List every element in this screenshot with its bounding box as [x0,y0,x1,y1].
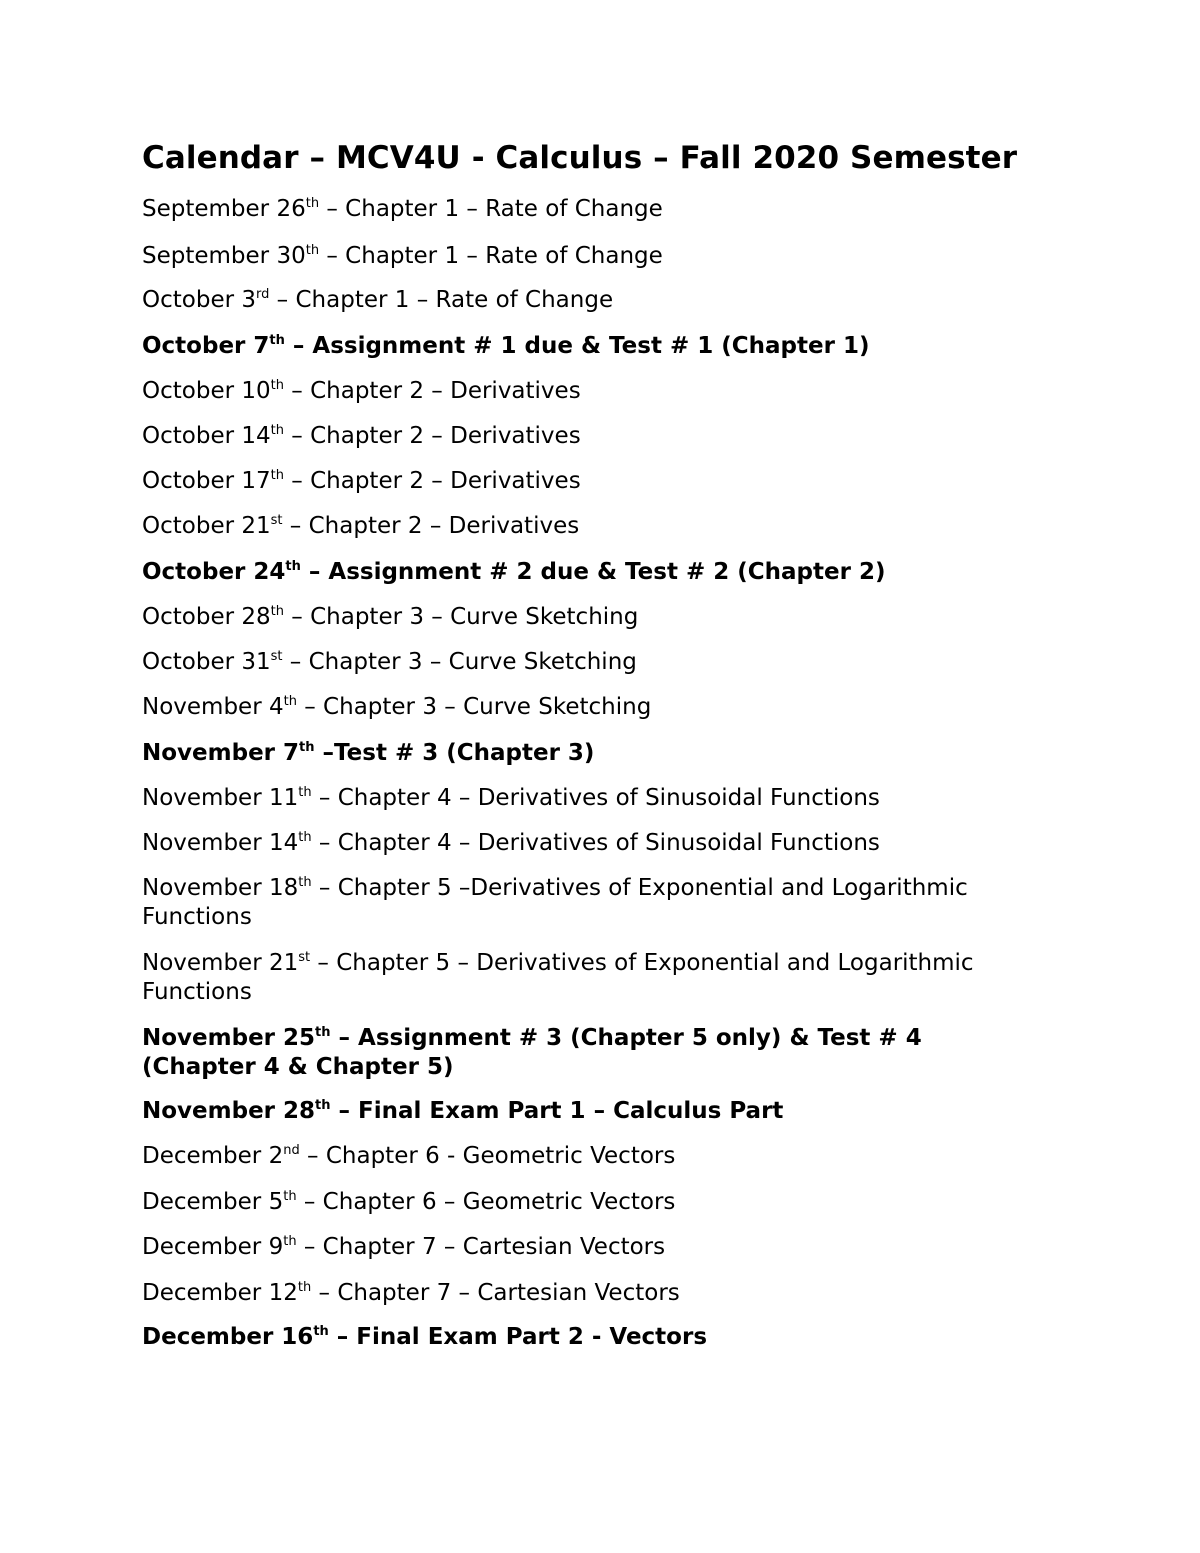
entry-date: November 28 [142,1098,316,1124]
entry-text: –Test # 3 (Chapter 3) [314,740,595,766]
entry-text: – Chapter 7 – Cartesian Vectors [296,1234,666,1260]
entry-date: September 26 [142,196,306,222]
entry-text: – Chapter 6 - Geometric Vectors [299,1143,676,1169]
calendar-entry [142,1279,1022,1308]
entry-date: October 28 [142,604,271,630]
date-suffix: th [269,333,285,348]
calendar-entry [142,512,1022,541]
entry-date: November 21 [142,950,299,976]
entry-date: October 31 [142,649,271,675]
date-suffix: st [270,649,283,664]
entry-date: November 11 [142,785,299,811]
entry-date: November 18 [142,875,299,901]
calendar-entry [142,1188,1022,1217]
entry-text: – Chapter 1 – Rate of Change [319,196,663,222]
entry-date: December 5 [142,1189,284,1215]
date-suffix: st [270,513,283,528]
entry-text: – Final Exam Part 1 – Calculus Part [330,1098,784,1124]
date-suffix: th [298,785,312,800]
entry-date: November 25 [142,1025,316,1051]
entry-text: – Chapter 4 – Derivatives of Sinusoidal Functions [311,785,880,811]
entry-text: – Chapter 2 – Derivatives [282,513,580,539]
date-suffix: th [270,468,284,483]
calendar-entry [142,648,1022,677]
date-suffix: th [283,694,297,709]
date-suffix: th [305,243,320,258]
date-suffix: th [270,423,284,438]
entry-text: – Chapter 3 – Curve Sketching [283,604,639,630]
entry-text: – Final Exam Part 2 - Vectors [328,1324,708,1350]
entry-date: November 7 [142,740,300,766]
calendar-entry [142,603,1022,632]
calendar-entry [142,422,1022,451]
calendar-entry [142,784,1022,813]
calendar-entry-milestone [142,332,1022,361]
calendar-entry [142,377,1022,406]
date-suffix: th [283,1189,297,1204]
calendar-entry [142,874,1022,932]
calendar-entry-milestone [142,1323,1022,1352]
entry-text: – Assignment # 2 due & Test # 2 (Chapter 2) [300,559,886,585]
entry-text: – Chapter 7 – Cartesian Vectors [311,1280,680,1306]
date-suffix: th [270,378,284,393]
entry-date: October 21 [142,513,271,539]
calendar-entry-milestone [142,1024,1022,1082]
entry-text: – Chapter 2 – Derivatives [283,468,581,494]
date-suffix: th [270,604,284,619]
entry-date: October 10 [142,378,271,404]
date-suffix: th [285,559,301,574]
entry-date: November 4 [142,694,284,720]
date-suffix: nd [283,1143,300,1158]
entry-text: – Chapter 1 – Rate of Change [269,287,614,313]
calendar-entry-milestone [142,739,1022,768]
entry-date: December 12 [142,1280,298,1306]
calendar-entry-milestone [142,1097,1022,1126]
entry-date: November 14 [142,830,299,856]
entry-date: December 2 [142,1143,284,1169]
date-suffix: th [305,196,320,211]
entry-text: – Chapter 3 – Curve Sketching [296,694,652,720]
date-suffix: th [315,1025,331,1040]
calendar-entry [142,693,1022,722]
entry-text: – Assignment # 3 (Chapter 5 only) & Test # 4 (Chapter 4 & Chapter 5) [142,1025,922,1080]
date-suffix: th [283,1234,297,1249]
entry-text: – Assignment # 1 due & Test # 1 (Chapter 1) [284,333,870,359]
entry-date: October 14 [142,423,271,449]
calendar-entry [142,829,1022,858]
entry-text: – Chapter 2 – Derivatives [283,423,581,449]
page-title: Calendar – MCV4U - Calculus – Fall 2020 Semester [142,140,1018,176]
entry-date: October 7 [142,333,270,359]
entry-text: – Chapter 4 – Derivatives of Sinusoidal Functions [311,830,880,856]
entry-date: December 9 [142,1234,284,1260]
date-suffix: th [315,1098,331,1113]
calendar-entry [142,467,1022,496]
entry-date: September 30 [142,243,306,269]
date-suffix: th [298,830,312,845]
entry-text: – Chapter 5 – Derivatives of Exponential and Logarithmic Functions [142,950,974,1005]
entry-text: – Chapter 1 – Rate of Change [319,243,663,269]
entry-date: October 24 [142,559,286,585]
calendar-entry [142,286,1022,315]
entry-date: October 17 [142,468,271,494]
date-suffix: rd [256,287,270,302]
calendar-entry [142,195,1022,224]
date-suffix: th [299,740,315,755]
calendar-entry [142,1142,1022,1171]
entry-date: December 16 [142,1324,314,1350]
date-suffix: th [313,1324,329,1339]
calendar-entry [142,1233,1022,1262]
entry-text: – Chapter 3 – Curve Sketching [282,649,637,675]
entry-date: October 3 [142,287,256,313]
date-suffix: th [298,875,312,890]
date-suffix: th [297,1280,312,1295]
date-suffix: st [298,950,311,965]
calendar-entry [142,949,1022,1007]
calendar-entry [142,242,1022,271]
entry-text: – Chapter 2 – Derivatives [283,378,581,404]
entry-text: – Chapter 6 – Geometric Vectors [296,1189,676,1215]
calendar-entry-milestone [142,558,1022,587]
entry-text: – Chapter 5 –Derivatives of Exponential and Logarithmic Functions [142,875,968,930]
